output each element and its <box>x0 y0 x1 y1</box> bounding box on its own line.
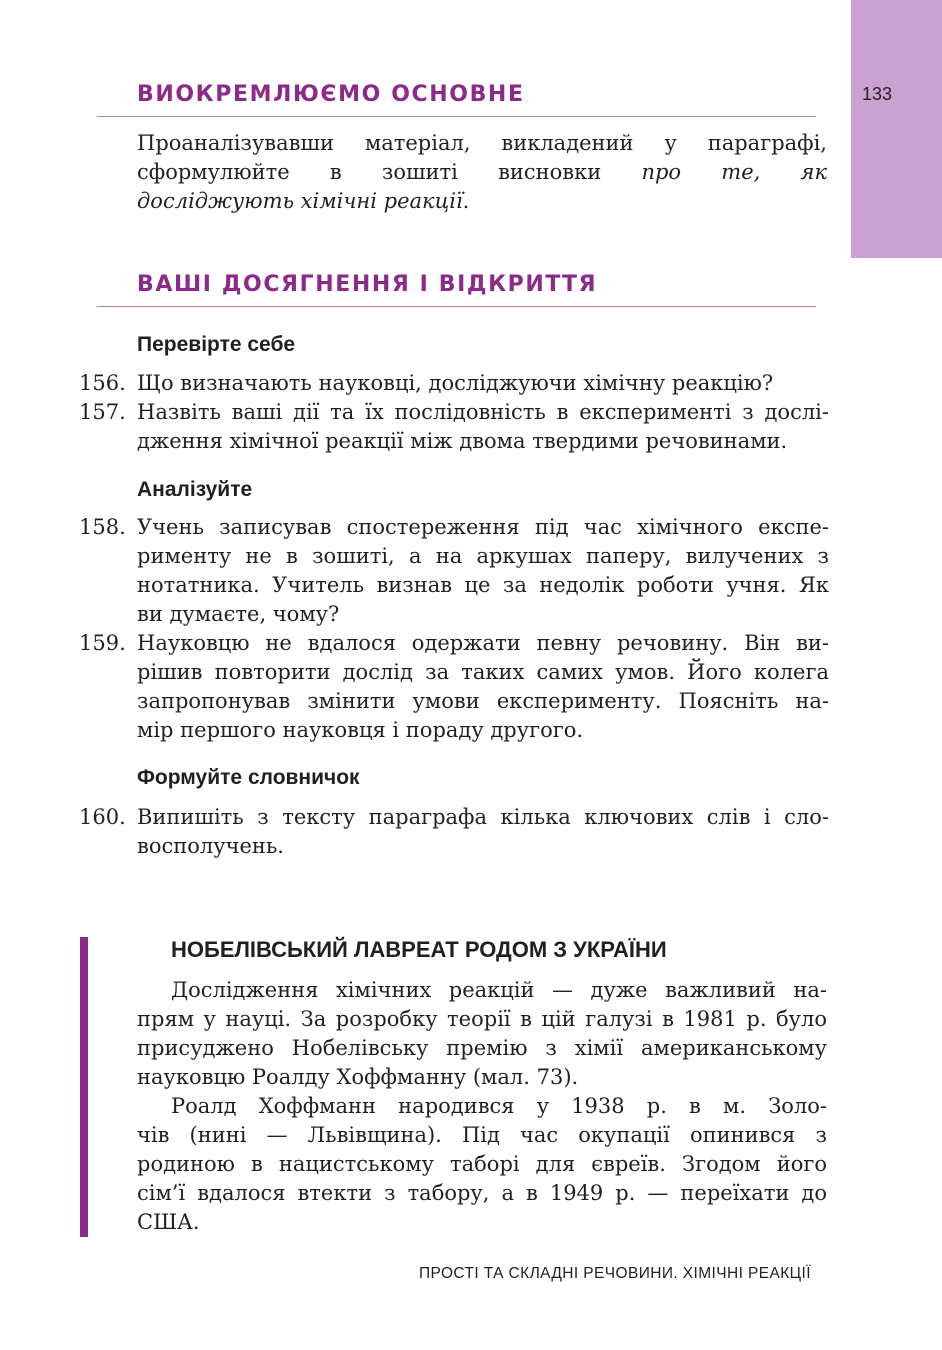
running-footer: ПРОСТІ ТА СКЛАДНІ РЕЧОВИНИ. ХІМІЧНІ РЕАКЦІЇ <box>419 1265 811 1282</box>
section-title-achievements: ВАШІ ДОСЯГНЕННЯ І ВІДКРИТТЯ <box>137 272 598 297</box>
conclusion-task-text: Проаналізувавши матеріал, викладений у параграфі, сформулюйте в зошиті висновки про те, як досліджують хімічні реакції. <box>137 131 827 213</box>
question-158: 158. Учень записував спостереження під час хімічного експе- рименту не в зошиті, а на аркушах паперу, вилучених з нотатника. Учитель визнав це за недолік роботи учня. Як ви думаєте, чому? <box>79 515 829 626</box>
section-title-main-points: ВИОКРЕМЛЮЄМО ОСНОВНЕ <box>137 82 525 107</box>
subheading-check-yourself: Перевірте себе <box>137 333 296 356</box>
sidebar-accent-bar <box>80 937 88 1237</box>
question-159: 159. Науковцю не вдалося одержати певну речовину. Він ви- рішив повторити дослід за таких самих умов. Його колега запропонував змінити умови експерименту. Поясніть на- мір першого науковця і пораду другого. <box>79 631 829 742</box>
subheading-vocabulary: Формуйте словничок <box>137 766 360 789</box>
nobel-paragraph-1: Дослідження хімічних реакцій — дуже важливий на- прям у науці. За розробку теорії в цій галузі в 1981 р. було присуджено Нобелівську премію з хімії американському науковцю Роалду Хоффманну (мал. 73). <box>137 978 827 1089</box>
question-156: 156. Що визначають науковці, досліджуючи хімічну реакцію? <box>79 371 774 395</box>
chapter-tab <box>851 0 942 258</box>
page-number: 133 <box>862 84 893 104</box>
question-160: 160. Випишіть з тексту параграфа кілька ключових слів і сло- восполучень. <box>79 805 829 858</box>
subheading-analyze: Аналізуйте <box>137 478 253 501</box>
nobel-paragraph-2: Роалд Хоффманн народився у 1938 р. в м. Золо- чів (нині — Львівщина). Під час окупації опинився з родиною в нацистському таборі для євреїв. Згодом його сім’ї вдалося втекти з табору, а в 1949 р. — переїхати до США. <box>137 1094 827 1234</box>
nobel-box-title: НОБЕЛІВСЬКИЙ ЛАВРЕАТ РОДОМ З УКРАЇНИ <box>171 937 667 962</box>
section-divider <box>97 306 816 307</box>
section-divider <box>97 116 816 117</box>
question-157: 157. Назвіть ваші дії та їх послідовність в експерименті з дослі- дження хімічної реакції між двома твердими речовинами. <box>79 400 829 453</box>
